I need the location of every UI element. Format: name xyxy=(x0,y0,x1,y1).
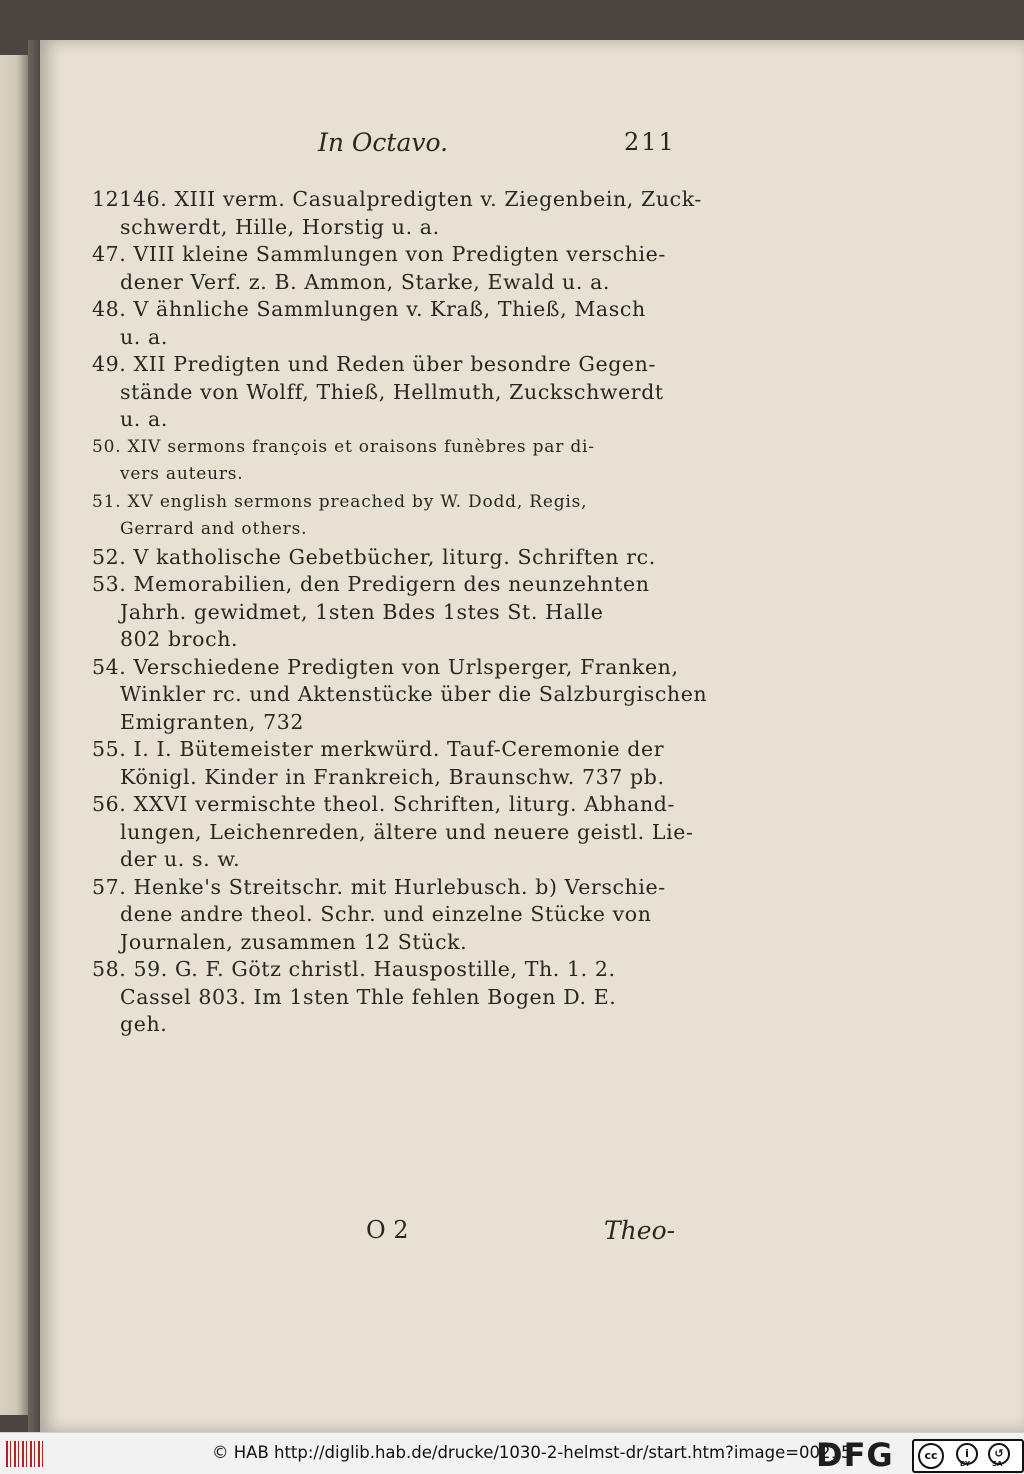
entry-first-line: 54. Verschiedene Predigten von Urlsperger, Franken, xyxy=(92,654,679,679)
viewer-footer-bar xyxy=(0,1432,1024,1474)
facing-page-edge xyxy=(0,55,28,1415)
sa-label: SA xyxy=(992,1460,1003,1468)
entry-first-line: 52. V katholische Gebetbücher, liturg. Schriften rc. xyxy=(92,544,656,569)
page-footer xyxy=(0,1216,1024,1246)
entry-first-line: 50. XIV sermons françois et oraisons funèbres par di- xyxy=(92,436,595,457)
catalog-entry xyxy=(92,654,708,737)
catalog-entry xyxy=(92,434,682,489)
entry-first-line: 51. XV english sermons preached by W. Dodd, Regis, xyxy=(92,491,588,512)
entry-continuation-line: der u. s. w. xyxy=(120,847,241,871)
running-head-title: In Octavo. xyxy=(318,128,449,157)
catalog-entry xyxy=(92,791,694,874)
catalog-entry xyxy=(92,351,682,434)
catalog-entry xyxy=(92,241,682,296)
entry-first-line: 55. I. I. Bütemeister merkwürd. Tauf-Ceremonie der xyxy=(92,737,665,761)
entry-continuation-line: Winkler rc. und Aktenstücke über die Salzburgischen xyxy=(120,682,708,706)
entry-continuation-line: lungen, Leichenreden, ältere und neuere geistl. Lie- xyxy=(120,819,694,844)
entry-first-line: 49. XII Predigten und Reden über besondre Gegen- xyxy=(92,352,656,376)
catalog-entry xyxy=(92,489,682,544)
entry-continuation-line: Cassel 803. Im 1sten Thle fehlen Bogen D. E. xyxy=(120,984,617,1009)
entry-first-line: 12146. XIII verm. Casualpredigten v. Ziegenbein, Zuck- xyxy=(92,187,702,211)
entry-continuation-line: stände von Wolff, Thieß, Hellmuth, Zuckschwerdt xyxy=(120,379,664,404)
catalog-entry xyxy=(92,544,682,572)
entry-continuation-line: 802 broch. xyxy=(120,627,239,651)
by-attribution-icon: i xyxy=(956,1443,978,1465)
cc-license-badge[interactable] xyxy=(912,1439,1024,1473)
catalog-entry xyxy=(92,571,682,654)
sharealike-icon: ↺ xyxy=(988,1443,1010,1465)
dfg-logo: DFG xyxy=(816,1436,894,1474)
copyright-link[interactable]: © HAB http://diglib.hab.de/drucke/1030-2-helmst-dr/start.htm?image=00215 xyxy=(212,1443,852,1462)
entry-first-line: 57. Henke's Streitschr. mit Hurlebusch. b) Verschie- xyxy=(92,874,666,899)
running-head xyxy=(0,128,1024,158)
entry-first-line: 56. XXVI vermischte theol. Schriften, liturg. Abhand- xyxy=(92,792,676,816)
entry-continuation-line: schwerdt, Hille, Horstig u. a. xyxy=(120,214,440,239)
entry-first-line: 47. VIII kleine Sammlungen von Predigten verschie- xyxy=(92,242,666,266)
entry-continuation-line: Königl. Kinder in Frankreich, Braunschw. 737 pb. xyxy=(120,764,665,789)
entry-first-line: 58. 59. G. F. Götz christl. Hauspostille, Th. 1. 2. xyxy=(92,957,616,981)
entry-continuation-line: Jahrh. gewidmet, 1sten Bdes 1stes St. Halle xyxy=(120,599,604,624)
entry-continuation-line: dene andre theol. Schr. und einzelne Stücke von xyxy=(120,902,652,926)
entry-continuation-line: Journalen, zusammen 12 Stück. xyxy=(120,929,468,954)
entry-first-line: 53. Memorabilien, den Predigern des neunzehnten xyxy=(92,572,650,596)
entry-continuation-line: geh. xyxy=(120,1012,168,1036)
catalog-entry xyxy=(92,874,682,957)
entry-first-line: 48. V ähnliche Sammlungen v. Kraß, Thieß, Masch xyxy=(92,297,646,321)
entry-continuation-line: dener Verf. z. B. Ammon, Starke, Ewald u. a. xyxy=(120,269,611,294)
entry-continuation-line: u. a. xyxy=(120,407,168,431)
entry-continuation-line: Gerrard and others. xyxy=(120,519,308,539)
catalog-entry xyxy=(92,296,682,351)
entry-continuation-line: u. a. xyxy=(120,324,168,349)
entry-continuation-line: vers auteurs. xyxy=(120,464,244,484)
page-number: 211 xyxy=(624,128,676,156)
catalog-entries xyxy=(92,186,708,1039)
catalog-entry xyxy=(92,186,702,241)
by-label: BY xyxy=(960,1460,971,1468)
entry-continuation-line: Emigranten, 732 xyxy=(120,709,305,734)
catchword: Theo- xyxy=(604,1216,676,1245)
catalog-entry xyxy=(92,736,682,791)
catalog-entry xyxy=(92,956,682,1039)
cc-icon: cc xyxy=(918,1443,944,1469)
signature-mark: O 2 xyxy=(366,1216,409,1244)
barcode-logo-icon xyxy=(6,1441,44,1467)
